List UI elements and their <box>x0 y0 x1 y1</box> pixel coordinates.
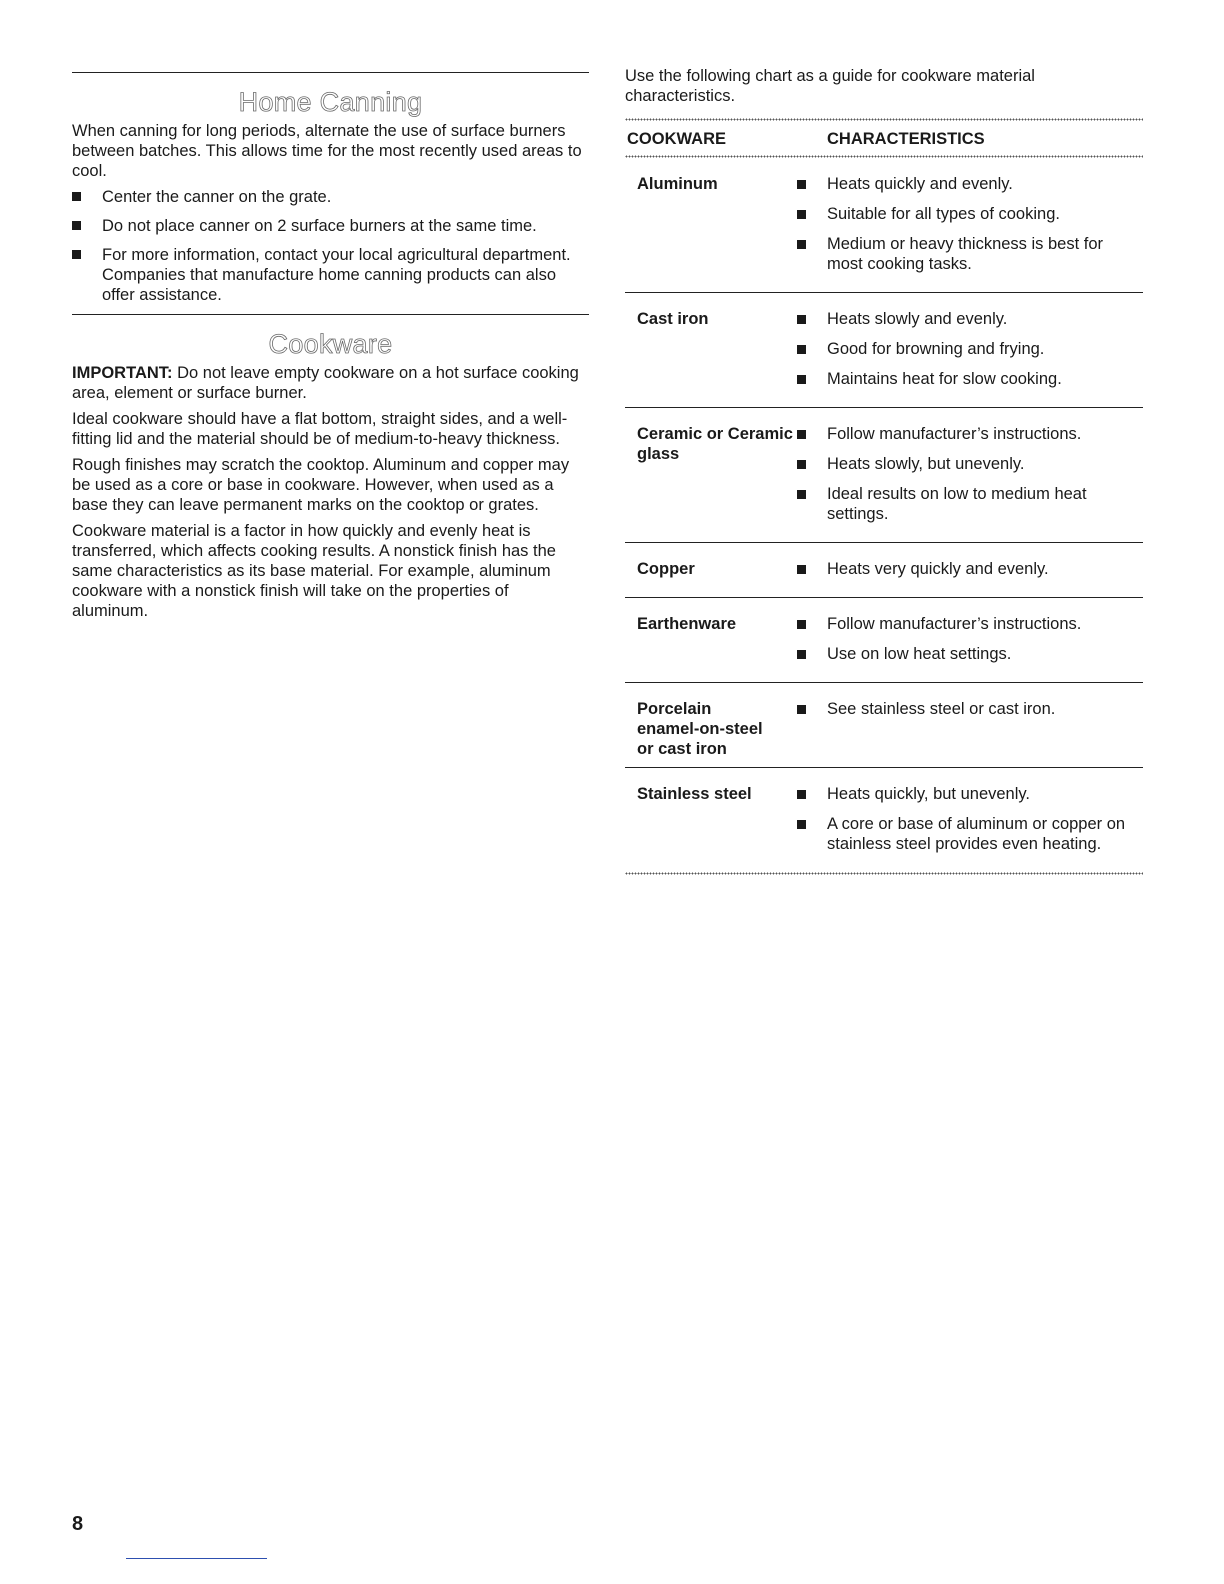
square-bullet-icon <box>797 490 806 499</box>
cookware-cell: Aluminum <box>637 175 718 193</box>
chart-intro: Use the following chart as a guide for cookware material characteristics. <box>625 67 1035 105</box>
left-column <box>72 72 589 627</box>
cookware-important-note: IMPORTANT: Do not leave empty cookware on a hot surface cooking area, element or surface burner. <box>72 364 579 402</box>
list-item: Good for browning and frying. <box>797 339 1143 359</box>
home-canning-intro: When canning for long periods, alternate the use of surface burners between batches. This allows time for the most recently used areas to cool. <box>72 122 582 180</box>
list-item: Heats quickly, but unevenly. <box>797 784 1143 804</box>
list-item: Center the canner on the grate. <box>72 187 589 207</box>
characteristics-cell <box>797 309 1143 399</box>
square-bullet-icon <box>797 210 806 219</box>
list-item: Ideal results on low to medium heat settings. <box>797 484 1143 524</box>
characteristics-cell <box>797 614 1143 674</box>
characteristics-cell <box>797 424 1143 534</box>
list-item: For more information, contact your local agricultural department. Companies that manufacture home canning products can also offer assistance. <box>72 245 589 305</box>
column-header-characteristics: CHARACTERISTICS <box>827 130 985 148</box>
list-item: Do not place canner on 2 surface burners at the same time. <box>72 216 589 236</box>
square-bullet-icon <box>797 650 806 659</box>
table-row <box>625 543 1143 598</box>
square-bullet-icon <box>797 790 806 799</box>
table-header <box>625 121 1143 155</box>
list-item: Follow manufacturer’s instructions. <box>797 424 1143 444</box>
characteristics-cell <box>797 559 1143 589</box>
list-item: Maintains heat for slow cooking. <box>797 369 1143 389</box>
square-bullet-icon <box>797 240 806 249</box>
list-item: Suitable for all types of cooking. <box>797 204 1143 224</box>
square-bullet-icon <box>797 620 806 629</box>
cookware-cell: Cast iron <box>637 310 709 328</box>
list-item: Medium or heavy thickness is best for most cooking tasks. <box>797 234 1143 274</box>
section-divider <box>72 72 589 73</box>
square-bullet-icon <box>797 315 806 324</box>
characteristics-cell <box>797 699 1143 759</box>
list-item: Follow manufacturer’s instructions. <box>797 614 1143 634</box>
cookware-cell: Copper <box>637 560 695 578</box>
list-item: Heats slowly and evenly. <box>797 309 1143 329</box>
cookware-cell: Earthenware <box>637 615 737 633</box>
square-bullet-icon <box>72 221 81 230</box>
characteristics-cell <box>797 784 1143 864</box>
cookware-heading: Cookware <box>268 329 393 359</box>
table-row <box>625 408 1143 543</box>
cookware-cell: Ceramic or Ceramic glass <box>637 425 793 463</box>
right-column <box>625 66 1143 875</box>
list-item: Heats slowly, but unevenly. <box>797 454 1143 474</box>
column-header-cookware: COOKWARE <box>627 130 726 148</box>
table-row <box>625 293 1143 408</box>
characteristics-cell <box>797 174 1143 284</box>
list-item: Use on low heat settings. <box>797 644 1143 664</box>
home-canning-heading: Home Canning <box>238 87 423 117</box>
square-bullet-icon <box>797 705 806 714</box>
footer-rule <box>126 1558 267 1559</box>
cookware-paragraph: Rough finishes may scratch the cooktop. Aluminum and copper may be used as a core or base in cookware. However, when used as a base they can leave permanent marks on the cooktop or grates. <box>72 456 570 514</box>
home-canning-bullet-list <box>72 187 589 305</box>
list-item: A core or base of aluminum or copper on stainless steel provides even heating. <box>797 814 1143 854</box>
cookware-cell: Stainless steel <box>637 785 752 803</box>
list-item: See stainless steel or cast iron. <box>797 699 1143 719</box>
table-row <box>625 768 1143 872</box>
table-row <box>625 158 1143 293</box>
square-bullet-icon <box>797 565 806 574</box>
cookware-paragraph: Cookware material is a factor in how quickly and evenly heat is transferred, which affects cooking results. A nonstick finish has the same characteristics as its base material. For example, aluminum cookware with a nonstick finish will take on the properties of aluminum. <box>72 522 556 620</box>
section-divider <box>72 314 589 315</box>
square-bullet-icon <box>72 250 81 259</box>
list-item: Heats quickly and evenly. <box>797 174 1143 194</box>
list-item: Heats very quickly and evenly. <box>797 559 1143 579</box>
square-bullet-icon <box>797 460 806 469</box>
square-bullet-icon <box>797 180 806 189</box>
square-bullet-icon <box>72 192 81 201</box>
square-bullet-icon <box>797 375 806 384</box>
square-bullet-icon <box>797 430 806 439</box>
square-bullet-icon <box>797 345 806 354</box>
square-bullet-icon <box>797 820 806 829</box>
dotted-divider <box>625 872 1143 875</box>
table-row <box>625 598 1143 683</box>
cookware-paragraph: Ideal cookware should have a flat bottom, straight sides, and a well-fitting lid and the material should be of medium-to-heavy thickness. <box>72 410 568 448</box>
cookware-cell: Porcelain enamel-on-steel or cast iron <box>637 700 763 758</box>
table-row <box>625 683 1143 768</box>
page-number: 8 <box>72 1513 84 1535</box>
